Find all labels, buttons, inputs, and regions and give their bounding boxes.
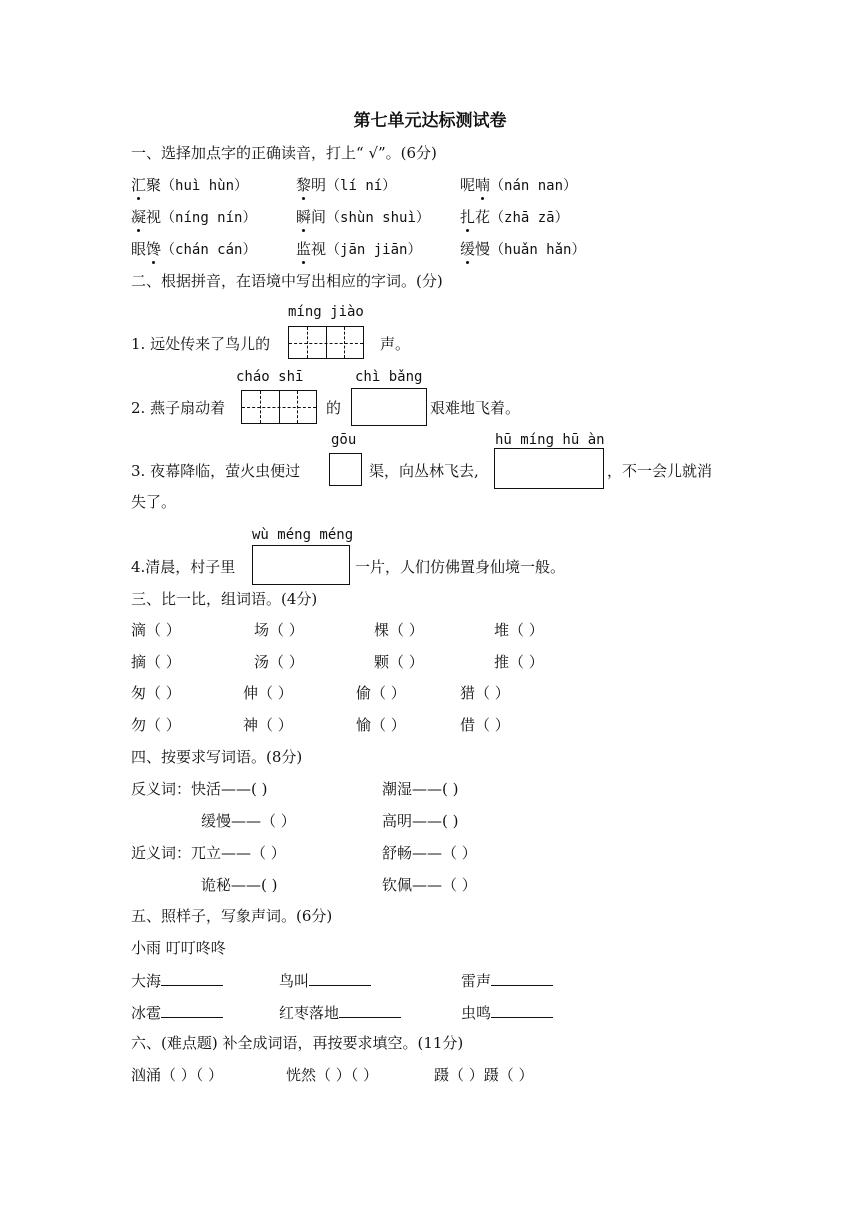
s1-item-3: 呢喃（nán nan） <box>460 176 578 194</box>
s1-item-7: 眼馋（chán cán） <box>131 240 257 258</box>
s3-cell: 滴（ ） <box>131 621 181 639</box>
dotted-char: 扎 <box>460 208 476 226</box>
section-5-heading: 五、照样子，写象声词。(6分) <box>131 907 333 925</box>
s3-cell: 猎（ ） <box>460 684 510 702</box>
s3-cell: 偷（ ） <box>356 684 406 702</box>
dotted-char: 喃 <box>475 176 491 194</box>
s1-item-4: 凝视（níng nín） <box>131 208 257 226</box>
s4-cell: 诡秘——( ) <box>201 876 278 894</box>
s1-item-9: 缓慢（huǎn hǎn） <box>460 240 586 258</box>
section-2-heading: 二、根据拼音，在语境中写出相应的字词。(分) <box>131 272 443 290</box>
q4-pinyin: wù méng méng <box>252 527 354 543</box>
q4-text-b: 一片，人们仿佛置身仙境一般。 <box>355 558 566 576</box>
q3-text-d: 失了。 <box>131 493 177 511</box>
s1-item-5: 瞬间（shùn shuì） <box>296 208 430 226</box>
q1-text-b: 声。 <box>380 335 411 353</box>
s3-cell: 摘（ ） <box>131 653 181 671</box>
q3-pinyin-2: hū míng hū àn <box>495 432 605 448</box>
answer-blank[interactable] <box>339 1002 401 1018</box>
q1-pinyin: míng jiào <box>288 304 364 320</box>
q2-tian-grid[interactable] <box>241 390 317 424</box>
q1-tian-grid[interactable] <box>288 326 364 359</box>
q3-answer-box-1[interactable] <box>329 453 362 486</box>
s3-cell: 愉（ ） <box>356 716 406 734</box>
q2-text-b: 的 <box>326 399 342 417</box>
section-4-heading: 四、按要求写词语。(8分) <box>131 748 303 766</box>
s1-item-8: 监视（jān jiān） <box>296 240 422 258</box>
s3-cell: 棵（ ） <box>374 621 424 639</box>
answer-blank[interactable] <box>491 970 553 986</box>
s4-cell: 近义词：兀立——（ ） <box>131 844 286 862</box>
s6-item: 汹涌（ ）（ ） <box>131 1066 224 1084</box>
s3-cell: 神（ ） <box>243 716 293 734</box>
answer-blank[interactable] <box>161 1002 223 1018</box>
q3-text-a: 3. 夜幕降临，萤火虫便过 <box>131 462 301 480</box>
s3-cell: 勿（ ） <box>131 716 181 734</box>
s4-cell: 舒畅——（ ） <box>382 844 477 862</box>
s5-item: 虫鸣 <box>461 1002 553 1023</box>
dotted-char: 瞬 <box>296 208 312 226</box>
section-3-heading: 三、比一比，组词语。(4分) <box>131 590 318 608</box>
s3-cell: 场（ ） <box>254 621 304 639</box>
s3-cell: 借（ ） <box>460 716 510 734</box>
s3-cell: 推（ ） <box>494 653 544 671</box>
q3-text-b: 渠，向丛林飞去, <box>369 462 479 480</box>
s4-cell: 高明——( ) <box>382 812 459 830</box>
q4-answer-box[interactable] <box>252 545 350 585</box>
q1-text-a: 1. 远处传来了鸟儿的 <box>131 335 271 353</box>
section-1-heading: 一、选择加点字的正确读音，打上“ √”。(6分) <box>131 144 437 162</box>
s3-cell: 颗（ ） <box>374 653 424 671</box>
s3-cell: 汤（ ） <box>254 653 304 671</box>
q2-text-a: 2. 燕子扇动着 <box>131 399 226 417</box>
q2-answer-box[interactable] <box>351 388 427 426</box>
dotted-char: 监 <box>296 240 312 258</box>
q2-pinyin-2: chì bǎng <box>355 369 423 385</box>
q2-pinyin-1: cháo shī <box>236 369 304 385</box>
dotted-char: 汇 <box>131 176 147 194</box>
page-title: 第七单元达标测试卷 <box>353 111 507 131</box>
s5-item: 鸟叫 <box>279 970 371 991</box>
s5-item: 红枣落地 <box>279 1002 401 1023</box>
q3-answer-box-2[interactable] <box>494 448 604 489</box>
q2-text-c: 艰难地飞着。 <box>430 399 521 417</box>
s5-item: 大海 <box>131 970 223 991</box>
dotted-char: 黎 <box>296 176 312 194</box>
s5-item: 冰雹 <box>131 1002 223 1023</box>
s3-cell: 匆（ ） <box>131 684 181 702</box>
answer-blank[interactable] <box>161 970 223 986</box>
s3-cell: 伸（ ） <box>243 684 293 702</box>
s1-item-1: 汇聚（huì hùn） <box>131 176 249 194</box>
s4-cell: 缓慢——（ ） <box>201 812 296 830</box>
s5-example: 小雨 叮叮咚咚 <box>131 939 226 957</box>
s4-cell: 潮湿——( ) <box>382 780 459 798</box>
s3-cell: 堆（ ） <box>494 621 544 639</box>
s1-item-2: 黎明（lí ní） <box>296 176 397 194</box>
s4-cell: 钦佩——（ ） <box>382 876 477 894</box>
s5-item: 雷声 <box>461 970 553 991</box>
s6-item: 蹑（ ）蹑（ ） <box>434 1066 534 1084</box>
dotted-char: 凝 <box>131 208 147 226</box>
answer-blank[interactable] <box>309 970 371 986</box>
s6-item: 恍然（ ）（ ） <box>286 1066 379 1084</box>
dotted-char: 馋 <box>146 240 162 258</box>
dotted-char: 缓 <box>460 240 476 258</box>
q3-pinyin-1: gōu <box>331 432 357 448</box>
s1-item-6: 扎花（zhā zā） <box>460 208 569 226</box>
s4-cell: 反义词：快活——( ) <box>131 780 268 798</box>
q3-text-c: ，不一会儿就消 <box>607 462 713 480</box>
q4-text-a: 4.清晨，村子里 <box>131 558 236 576</box>
section-6-heading: 六、(难点题) 补全成词语，再按要求填空。(11分) <box>131 1034 464 1052</box>
answer-blank[interactable] <box>491 1002 553 1018</box>
